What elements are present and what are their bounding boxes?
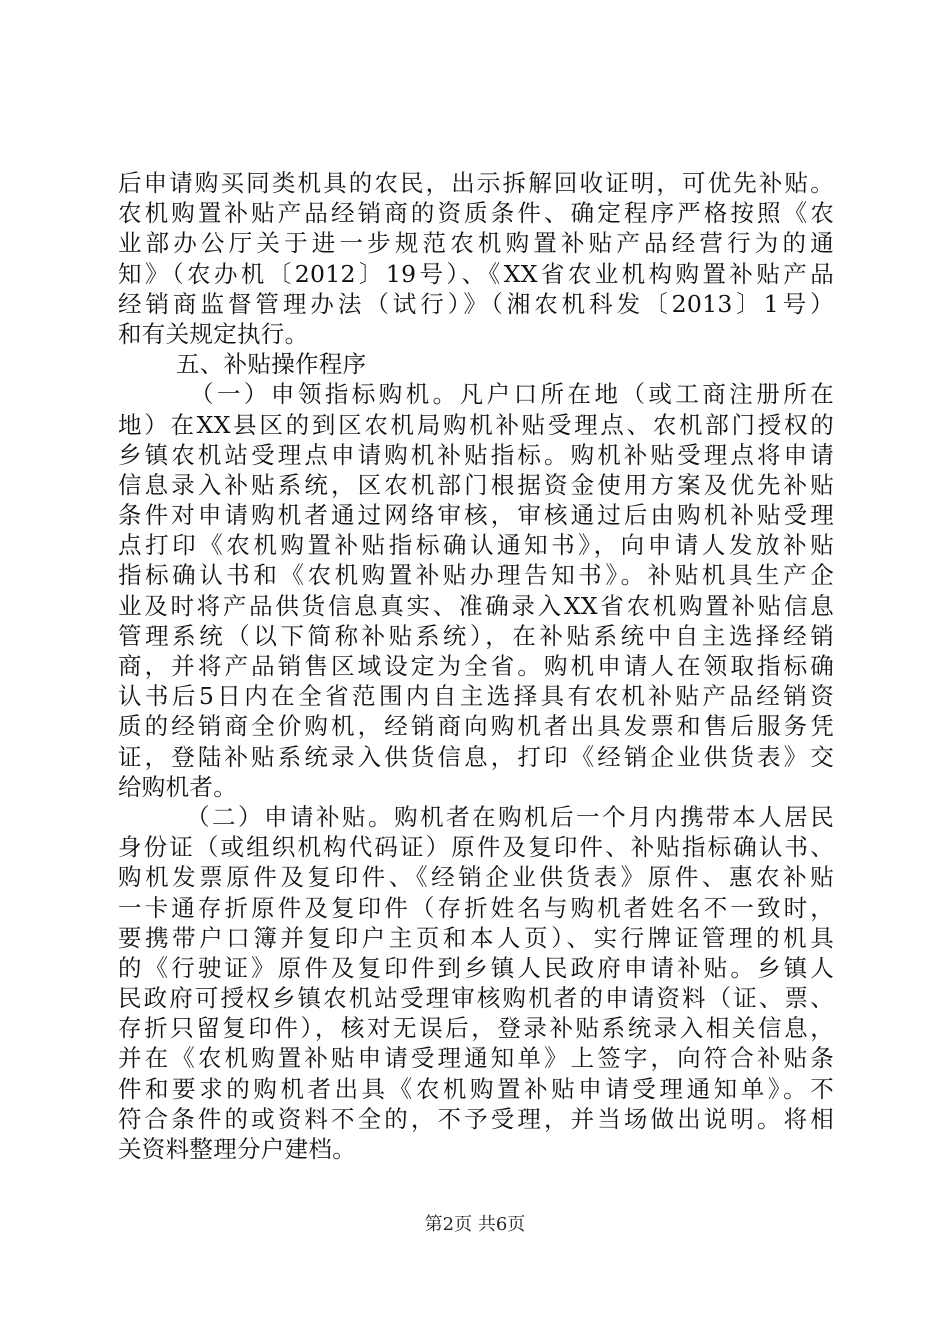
text-line: 一卡通存折原件及复印件（存折姓名与购机者姓名不一致时，: [118, 893, 834, 922]
paragraph-start-line: （二）申请补贴。购机者在购机后一个月内携带本人居民: [186, 802, 834, 831]
text-line: 并在《农机购置补贴申请受理通知单》上签字，向符合补贴条: [118, 1044, 834, 1073]
text-line: 民政府可授权乡镇农机站受理审核购机者的申请资料（证、票、: [118, 984, 834, 1013]
text-line: 认书后5日内在全省范围内自主选择具有农机补贴产品经销资: [118, 682, 834, 711]
text-line: 指标确认书和《农机购置补贴办理告知书》。补贴机具生产企: [118, 561, 834, 590]
text-line: 购机发票原件及复印件、《经销企业供货表》原件、惠农补贴: [118, 863, 834, 892]
text-line: 地）在XX县区的到区农机局购机补贴受理点、农机部门授权的: [118, 410, 834, 439]
text-line: 关资料整理分户建档。: [118, 1135, 356, 1163]
text-line: 业部办公厅关于进一步规范农机购置补贴产品经营行为的通: [118, 229, 834, 258]
text-line: 乡镇农机站受理点申请购机补贴指标。购机补贴受理点将申请: [118, 440, 834, 469]
text-line: 符合条件的或资料不全的，不予受理，并当场做出说明。将相: [118, 1104, 834, 1133]
paragraph-start-line: （一）申领指标购机。凡户口所在地（或工商注册所在: [190, 380, 834, 409]
text-line: 证，登陆补贴系统录入供货信息，打印《经销企业供货表》交: [118, 742, 834, 771]
text-line: 要携带户口簿并复印户主页和本人页）、实行牌证管理的机具: [118, 923, 834, 952]
text-line: 的《行驶证》原件及复印件到乡镇人民政府申请补贴。乡镇人: [118, 953, 834, 982]
text-line: 条件对申请购机者通过网络审核，审核通过后由购机补贴受理: [118, 501, 834, 530]
text-line: 件和要求的购机者出具《农机购置补贴申请受理通知单》。不: [118, 1074, 834, 1103]
section-heading: 五、补贴操作程序: [176, 350, 367, 379]
text-line: 经销商监督管理办法（试行）》（湘农机科发〔2013〕1号）: [118, 289, 834, 318]
text-line: 商，并将产品销售区域设定为全省。购机申请人在领取指标确: [118, 652, 834, 680]
text-line: 信息录入补贴系统，区农机部门根据资金使用方案及优先补贴: [118, 470, 834, 499]
text-line: 农机购置补贴产品经销商的资质条件、确定程序严格按照《农: [118, 199, 834, 228]
text-line: 点打印《农机购置补贴指标确认通知书》，向申请人发放补贴: [118, 531, 834, 560]
text-line: 身份证（或组织机构代码证）原件及复印件、补贴指标确认书、: [118, 833, 834, 862]
text-line: 质的经销商全价购机，经销商向购机者出具发票和售后服务凭: [118, 712, 834, 741]
text-line: 给购机者。: [118, 772, 237, 801]
text-line: 后申请购买同类机具的农民，出示拆解回收证明，可优先补贴。: [118, 169, 834, 197]
document-body: [118, 168, 834, 1164]
text-line: 管理系统（以下简称补贴系统），在补贴系统中自主选择经销: [118, 621, 834, 650]
text-line: 业及时将产品供货信息真实、准确录入XX省农机购置补贴信息: [118, 591, 834, 620]
text-line: 存折只留复印件），核对无误后，登录补贴系统录入相关信息，: [118, 1014, 834, 1043]
text-line: 知》（农办机〔2012〕19号）、《XX省农业机构购置补贴产品: [118, 259, 834, 288]
text-line: 和有关规定执行。: [118, 319, 309, 348]
page-number-footer: 第2页 共6页: [424, 1214, 526, 1235]
